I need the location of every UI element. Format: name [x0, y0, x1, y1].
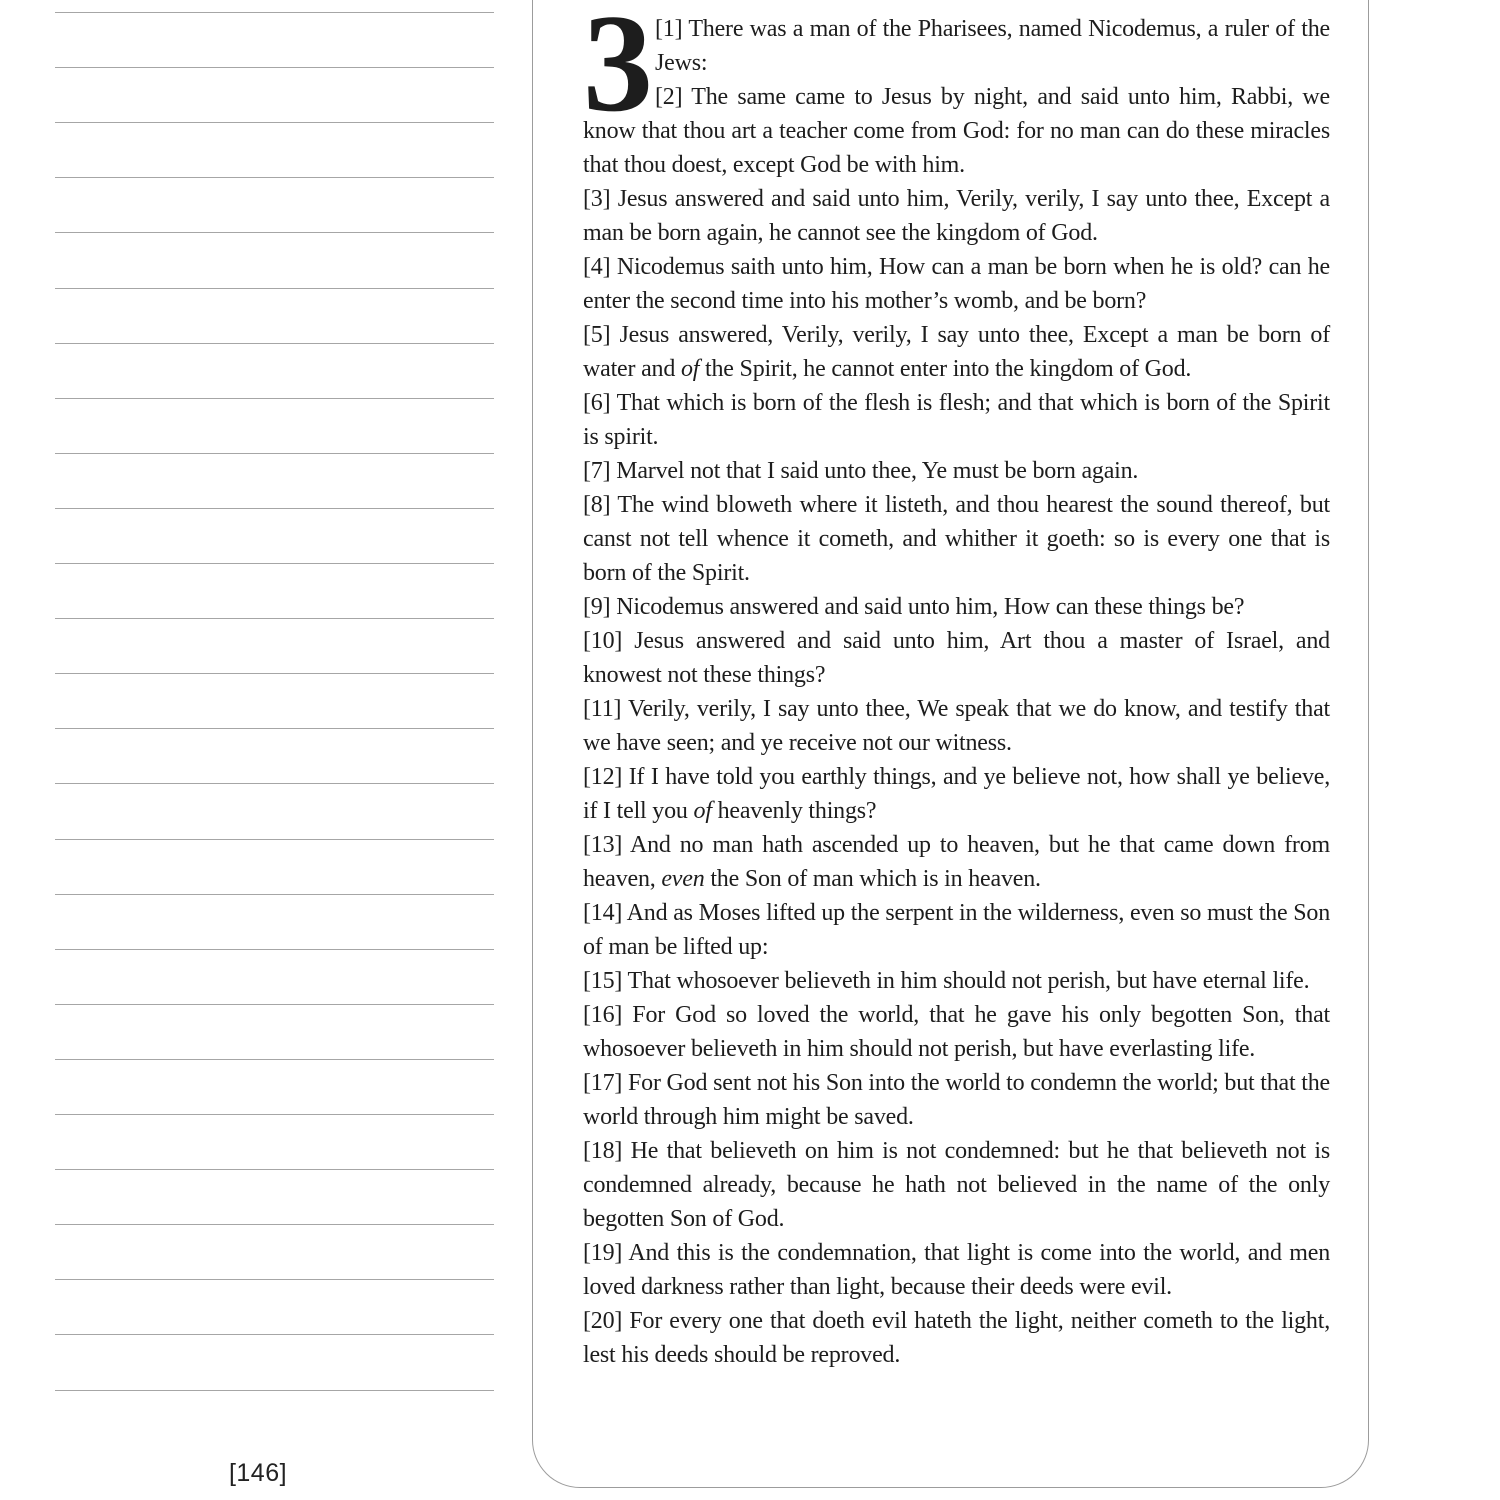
verse: [16] For God so loved the world, that he gave his only begotten Son, that whosoever believeth in him should not perish, but have everlasting life.: [583, 1002, 1330, 1062]
ruled-line: [55, 1169, 494, 1170]
ruled-line: [55, 783, 494, 784]
verse-number: [8]: [583, 492, 611, 518]
ruled-line: [55, 288, 494, 289]
verse: [18] He that believeth on him is not condemned: but he that believeth not is condemned already, because he hath not believed in the name of the only begotten Son of God.: [583, 1138, 1330, 1232]
verse-number: [3]: [583, 186, 611, 212]
verse: [9] Nicodemus answered and said unto him, How can these things be?: [583, 594, 1245, 620]
ruled-line: [55, 1279, 494, 1280]
ruled-line: [55, 343, 494, 344]
verse: [19] And this is the condemnation, that light is come into the world, and men loved darkness rather than light, because their deeds were evil.: [583, 1240, 1330, 1300]
verse-number: [15]: [583, 968, 623, 994]
verse-number: [12]: [583, 764, 623, 790]
verse: [13] And no man hath ascended up to heaven, but he that came down from heaven, even the Son of man which is in heaven.: [583, 832, 1330, 892]
ruled-line: [55, 12, 494, 13]
verse-number: [19]: [583, 1240, 623, 1266]
verse: [4] Nicodemus saith unto him, How can a man be born when he is old? can he enter the second time into his mother’s womb, and be born?: [583, 254, 1330, 314]
ruled-line: [55, 232, 494, 233]
chapter-drop-cap: 3: [583, 0, 653, 141]
verses-container: [583, 0, 1330, 1372]
verse-number: [4]: [583, 254, 611, 280]
ruled-line: [55, 1390, 494, 1391]
verse-number: [1]: [655, 16, 683, 42]
verse: [11] Verily, verily, I say unto thee, We speak that we do know, and testify that we have seen; and ye receive not our witness.: [583, 696, 1330, 756]
verse: [12] If I have told you earthly things, and ye believe not, how shall ye believe, if I tell you of heavenly things?: [583, 764, 1330, 824]
ruled-line: [55, 1059, 494, 1060]
ruled-line: [55, 67, 494, 68]
scripture-text: [583, 0, 1330, 1372]
verse: [2] The same came to Jesus by night, and said unto him, Rabbi, we know that thou art a teacher come from God: for no man can do these miracles that thou doest, except God be with him.: [583, 84, 1330, 178]
ruled-line: [55, 453, 494, 454]
ruled-line: [55, 618, 494, 619]
verse: [7] Marvel not that I said unto thee, Ye must be born again.: [583, 458, 1139, 484]
ruled-line: [55, 508, 494, 509]
verse-number: [14]: [583, 900, 623, 926]
ruled-line: [55, 1004, 494, 1005]
verse-number: [13]: [583, 832, 623, 858]
verse: [15] That whosoever believeth in him should not perish, but have eternal life.: [583, 968, 1310, 994]
ruled-line: [55, 894, 494, 895]
verse: [1] There was a man of the Pharisees, named Nicodemus, a ruler of the Jews:: [655, 16, 1330, 76]
verse-number: [6]: [583, 390, 611, 416]
page-number: [146]: [228, 1459, 288, 1487]
verse-number: [18]: [583, 1138, 623, 1164]
ruled-line: [55, 1334, 494, 1335]
verse-number: [17]: [583, 1070, 623, 1096]
verse: [14] And as Moses lifted up the serpent in the wilderness, even so must the Son of man be lifted up:: [583, 900, 1330, 960]
ruled-line: [55, 839, 494, 840]
notes-page: [0, 0, 532, 1500]
ruled-line: [55, 673, 494, 674]
verse-number: [20]: [583, 1308, 623, 1334]
verse-number: [11]: [583, 696, 622, 722]
ruled-line: [55, 563, 494, 564]
verse-number: [7]: [583, 458, 611, 484]
verse-number: [9]: [583, 594, 611, 620]
ruled-line: [55, 177, 494, 178]
verse: [10] Jesus answered and said unto him, Art thou a master of Israel, and knowest not these things?: [583, 628, 1330, 688]
verse: [5] Jesus answered, Verily, verily, I say unto thee, Except a man be born of water and of the Spirit, he cannot enter into the kingdom of God.: [583, 322, 1330, 382]
verse-number: [10]: [583, 628, 623, 654]
verse: [3] Jesus answered and said unto him, Verily, verily, I say unto thee, Except a man be born again, he cannot see the kingdom of God.: [583, 186, 1330, 246]
ruled-line: [55, 1114, 494, 1115]
ruled-line: [55, 1224, 494, 1225]
verse-number: [16]: [583, 1002, 623, 1028]
verse: [6] That which is born of the flesh is flesh; and that which is born of the Spirit is spirit.: [583, 390, 1330, 450]
ruled-line: [55, 728, 494, 729]
verse: [17] For God sent not his Son into the world to condemn the world; but that the world through him might be saved.: [583, 1070, 1330, 1130]
ruled-line: [55, 949, 494, 950]
verse-number: [2]: [655, 84, 683, 110]
verse: [8] The wind bloweth where it listeth, and thou hearest the sound thereof, but canst not tell whence it cometh, and whither it goeth: so is every one that is born of the Spirit.: [583, 492, 1330, 586]
verse-number: [5]: [583, 322, 611, 348]
ruled-line: [55, 398, 494, 399]
ruled-line: [55, 122, 494, 123]
verse: [20] For every one that doeth evil hateth the light, neither cometh to the light, lest his deeds should be reproved.: [583, 1308, 1330, 1368]
